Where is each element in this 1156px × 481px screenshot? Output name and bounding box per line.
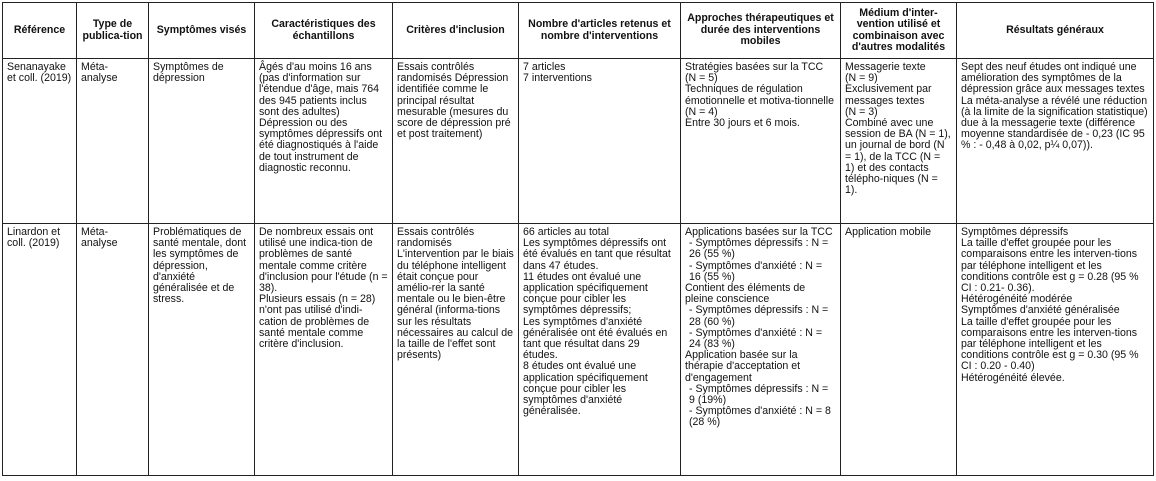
medium-line: Exclusivement par messages textes [845, 83, 932, 107]
results-line: La méta-analyse a révélé une réduction (à la limite de la signification statistique) due à la messagerie texte (différence moyenne standardisée de - 0,23 (IC 95 % : - 0,48 à 0,02, p¼ 0,07)). [961, 94, 1148, 152]
medium-line: Messagerie texte [845, 61, 926, 73]
approaches-cell [681, 59, 841, 224]
samples-cell: Âgés d'au moins 16 ans (pas d'information sur l'étendue d'âge, mais 764 des 945 patients inclus sont des adultes) Dépression ou des symptômes dépressifs ont été diagnostiqués à l'aide de tout instrument de diagnostic reconnu. [255, 59, 393, 224]
header-results: Résultats généraux [957, 3, 1154, 59]
samples-cell [255, 224, 393, 476]
review-table [2, 2, 1154, 476]
approaches-cell [681, 224, 841, 476]
approaches-line: (N = 5) [685, 72, 718, 85]
header-medium: Médium d'inter-vention utilisé et combinaison avec d'autres modalités [841, 3, 957, 59]
approaches-line: - Symptômes dépressifs : N = 26 (55 %) [689, 237, 829, 261]
approaches-line: - Symptômes dépressifs : N = 28 (60 %) [689, 304, 829, 328]
approaches-line: - Symptômes d'anxiété : N = 24 (83 %) [689, 326, 823, 351]
approaches-line: - Symptômes dépressifs : N = 9 (19%) [689, 382, 829, 407]
articles-cell [519, 59, 681, 224]
header-inclusion-criteria: Critères d'inclusion [393, 3, 519, 59]
medium-cell [841, 59, 957, 224]
reference-cell: Linardon et coll. (2019) [3, 224, 77, 476]
articles-line: 11 études ont évalué une application spécifiquement conçue pour cibler les symptômes dépressifs; [523, 270, 648, 317]
articles-cell [519, 224, 681, 476]
approaches-line: Contient des éléments de pleine conscience [685, 282, 806, 306]
samples-line: De nombreux essais ont utilisé une indica-tion de problèmes de santé mentale comme critère d'inclusion pour l'étude (n = 38). [259, 226, 388, 295]
samples-line: Plusieurs essais (n = 28) n'ont pas utilisé d'indi-cation de problèmes de santé mentale comme critère d'inclusion. [259, 293, 376, 351]
publication-type-cell: Méta-analyse [77, 224, 149, 476]
medium-line: (N = 3) [845, 105, 878, 118]
reference-cell: Senanayake et coll. (2019) [3, 59, 77, 224]
header-approaches: Approches thérapeutiques et durée des interventions mobiles [681, 3, 841, 59]
approaches-line: Applications basées sur la TCC [685, 226, 833, 238]
header-sample-characteristics: Caractéristiques des échantillons [255, 3, 393, 59]
header-articles-count: Nombre d'articles retenus et nombre d'interventions [519, 3, 681, 59]
medium-cell [841, 224, 957, 476]
articles-line: 66 articles au total [523, 226, 609, 238]
results-line: Symptômes d'anxiété généralisée [961, 304, 1120, 317]
results-line: La taille d'effet groupée pour les comparaisons entre les interven-tions par téléphone intelligent et les conditions contrôle est g = 0.28 (95 % CI : 0.21- 0.36). [961, 237, 1139, 295]
symptoms-cell: Problématiques de santé mentale, dont les symptômes de dépression, d'anxiété généralisée et de stress. [149, 224, 255, 476]
approaches-line: Entre 30 jours et 6 mois. [685, 117, 800, 130]
header-publication-type: Type de publica-tion [77, 3, 149, 59]
medium-line: Application mobile [845, 226, 931, 238]
inclusion-cell: Essais contrôlés randomisés L'intervention par le biais du téléphone intelligent était conçue pour amélio-rer la santé mentale ou le bien-être général (informa-tions sur les résultats nécessaires au calcul de la taille de l'effet sont présents) [393, 224, 519, 476]
results-line: La taille d'effet groupée pour les comparaisons entre les interven-tions par téléphone intelligent et les conditions contrôle est g = 0.30 (95 % CI : 0.20 - 0.40) [961, 315, 1139, 373]
articles-line: 8 études ont évalué une application spécifiquement conçue pour cibler les symptômes d'anxiété généralisée. [523, 360, 648, 418]
approaches-line: - Symptômes d'anxiété : N = 8 (28 %) [689, 405, 831, 429]
symptoms-cell: Symptômes de dépression [149, 59, 255, 224]
table-row [3, 59, 1154, 224]
inclusion-cell: Essais contrôlés randomisés Dépression identifiée comme le principal résultat mesurable (mesures du score de dépression pré et post traitement) [393, 59, 519, 224]
results-line: Hétérogénéité modérée [961, 293, 1073, 306]
approaches-line: Application basée sur la thérapie d'acceptation et d'engagement [685, 349, 801, 384]
articles-line: 7 interventions [523, 72, 592, 85]
results-cell [957, 224, 1154, 476]
approaches-line: Stratégies basées sur la TCC [685, 61, 824, 73]
medium-line: Combiné avec une session de BA (N = 1), un journal de bord (N = 1), de la TCC (N = 1) et des contacts télépho-niques (N = 1). [845, 117, 951, 197]
header-reference: Référence [3, 3, 77, 59]
results-line: Sept des neuf études ont indiqué une amélioration des symptômes de la dépression grâce aux messages textes [961, 61, 1145, 96]
header-symptoms: Symptômes visés [149, 3, 255, 59]
table-header-row [3, 3, 1154, 59]
publication-type-cell: Méta-analyse [77, 59, 149, 224]
results-cell [957, 59, 1154, 224]
medium-line: (N = 9) [845, 72, 878, 85]
table-row [3, 224, 1154, 476]
articles-line: 7 articles [523, 61, 566, 73]
articles-line: Les symptômes dépressifs ont été évalués en tant que résultat dans 47 études. [523, 237, 671, 272]
approaches-line: Techniques de régulation émotionnelle et motiva-tionnelle (N = 4) [685, 83, 834, 118]
results-line: Hétérogénéité élevée. [961, 371, 1065, 384]
approaches-line: - Symptômes d'anxiété : N = 16 (55 %) [689, 259, 823, 283]
articles-line: Les symptômes d'anxiété généralisée ont été évalués en tant que résultat dans 29 études. [523, 315, 668, 362]
results-line: Symptômes dépressifs [961, 226, 1069, 238]
